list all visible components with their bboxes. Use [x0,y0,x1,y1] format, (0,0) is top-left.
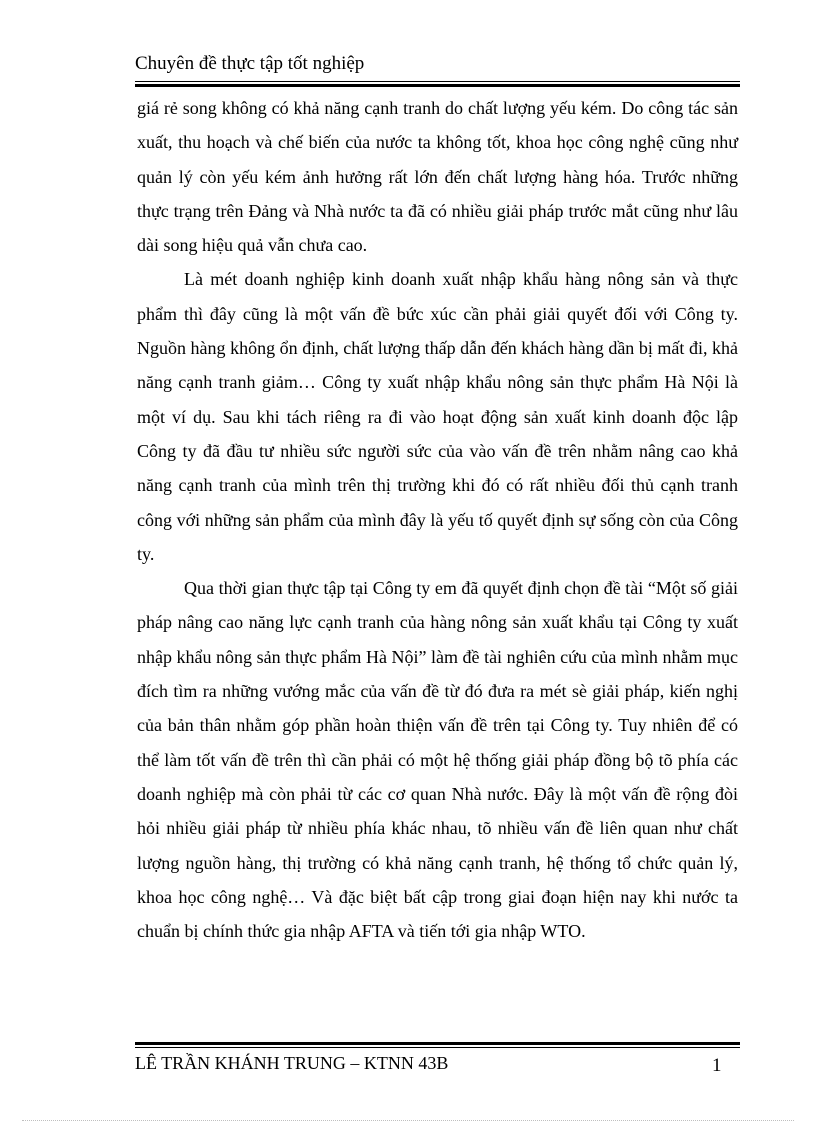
header-divider-thick [135,84,740,87]
footer-author: LÊ TRẦN KHÁNH TRUNG – KTNN 43B [135,1053,449,1073]
page-number: 1 [712,1055,722,1076]
paragraph-company-context: Là mét doanh nghiệp kinh doanh xuất nhập khẩu hàng nông sản và thực phẩm thì đây cũng là một vấn đề bức xúc cần phải giải quyết đối với Công ty. Nguồn hàng không ổn định, chất lượng thấp dẫn đến khách hàng dần bị mất đi, khả năng cạnh tranh giảm… Công ty xuất nhập khẩu nông sản thực phẩm Hà Nội là một ví dụ. Sau khi tách riêng ra đi vào hoạt động sản xuất kinh doanh độc lập Công ty đã đầu tư nhiều sức người sức của vào vấn đề trên nhằm nâng cao khả năng cạnh tranh của mình trên thị trường khi đó có rất nhiều đối thủ cạnh tranh công với những sản phẩm của mình đây là yếu tố quyết định sự sống còn của Công ty. [137,269,738,564]
header-divider-thin [135,81,740,82]
page-header-title: Chuyên đề thực tập tốt nghiệp [135,53,365,74]
paragraph-topic-selection: Qua thời gian thực tập tại Công ty em đã quyết định chọn đề tài “Một số giải pháp nâng cao năng lực cạnh tranh của hàng nông sản xuất khẩu tại Công ty xuất nhập khẩu nông sản thực phẩm Hà Nội” làm đề tài nghiên cứu của mình nhằm mục đích tìm ra những vướng mắc của vấn đề từ đó đưa ra mét sè giải pháp, kiến nghị của bản thân nhằm góp phần hoàn thiện vấn đề trên tại Công ty. Tuy nhiên để có thể làm tốt vấn đề trên thì cần phải có một hệ thống giải pháp đồng bộ tõ phía các doanh nghiệp mà còn phải từ các cơ quan Nhà nước. Đây là một vấn đề rộng đòi hỏi nhiều giải pháp từ nhiều phía khác nhau, tõ nhiều vấn đề liên quan như chất lượng nguồn hàng, thị trường có khả năng cạnh tranh, hệ thống tổ chức quản lý, khoa học công nghệ… Và đặc biệt bất cập trong giai đoạn hiện nay khi nước ta chuẩn bị chính thức gia nhập AFTA và tiến tới gia nhập WTO. [137,578,738,942]
paragraph-continuation: giá rẻ song không có khả năng cạnh tranh do chất lượng yếu kém. Do công tác sản xuất, thu hoạch và chế biến của nước ta không tốt, khoa học công nghệ cũng như quản lý còn yếu kém ảnh hưởng rất lớn đến chất lượng hàng hóa. Trước những thực trạng trên Đảng và Nhà nước ta đã có nhiều giải pháp trước mắt cũng như lâu dài song hiệu quả vẫn chưa cao. [137,98,738,256]
footer-divider-thick [135,1042,740,1045]
footer-divider-thin [135,1047,740,1048]
page-bottom-edge [22,1120,794,1121]
document-body [137,91,738,948]
